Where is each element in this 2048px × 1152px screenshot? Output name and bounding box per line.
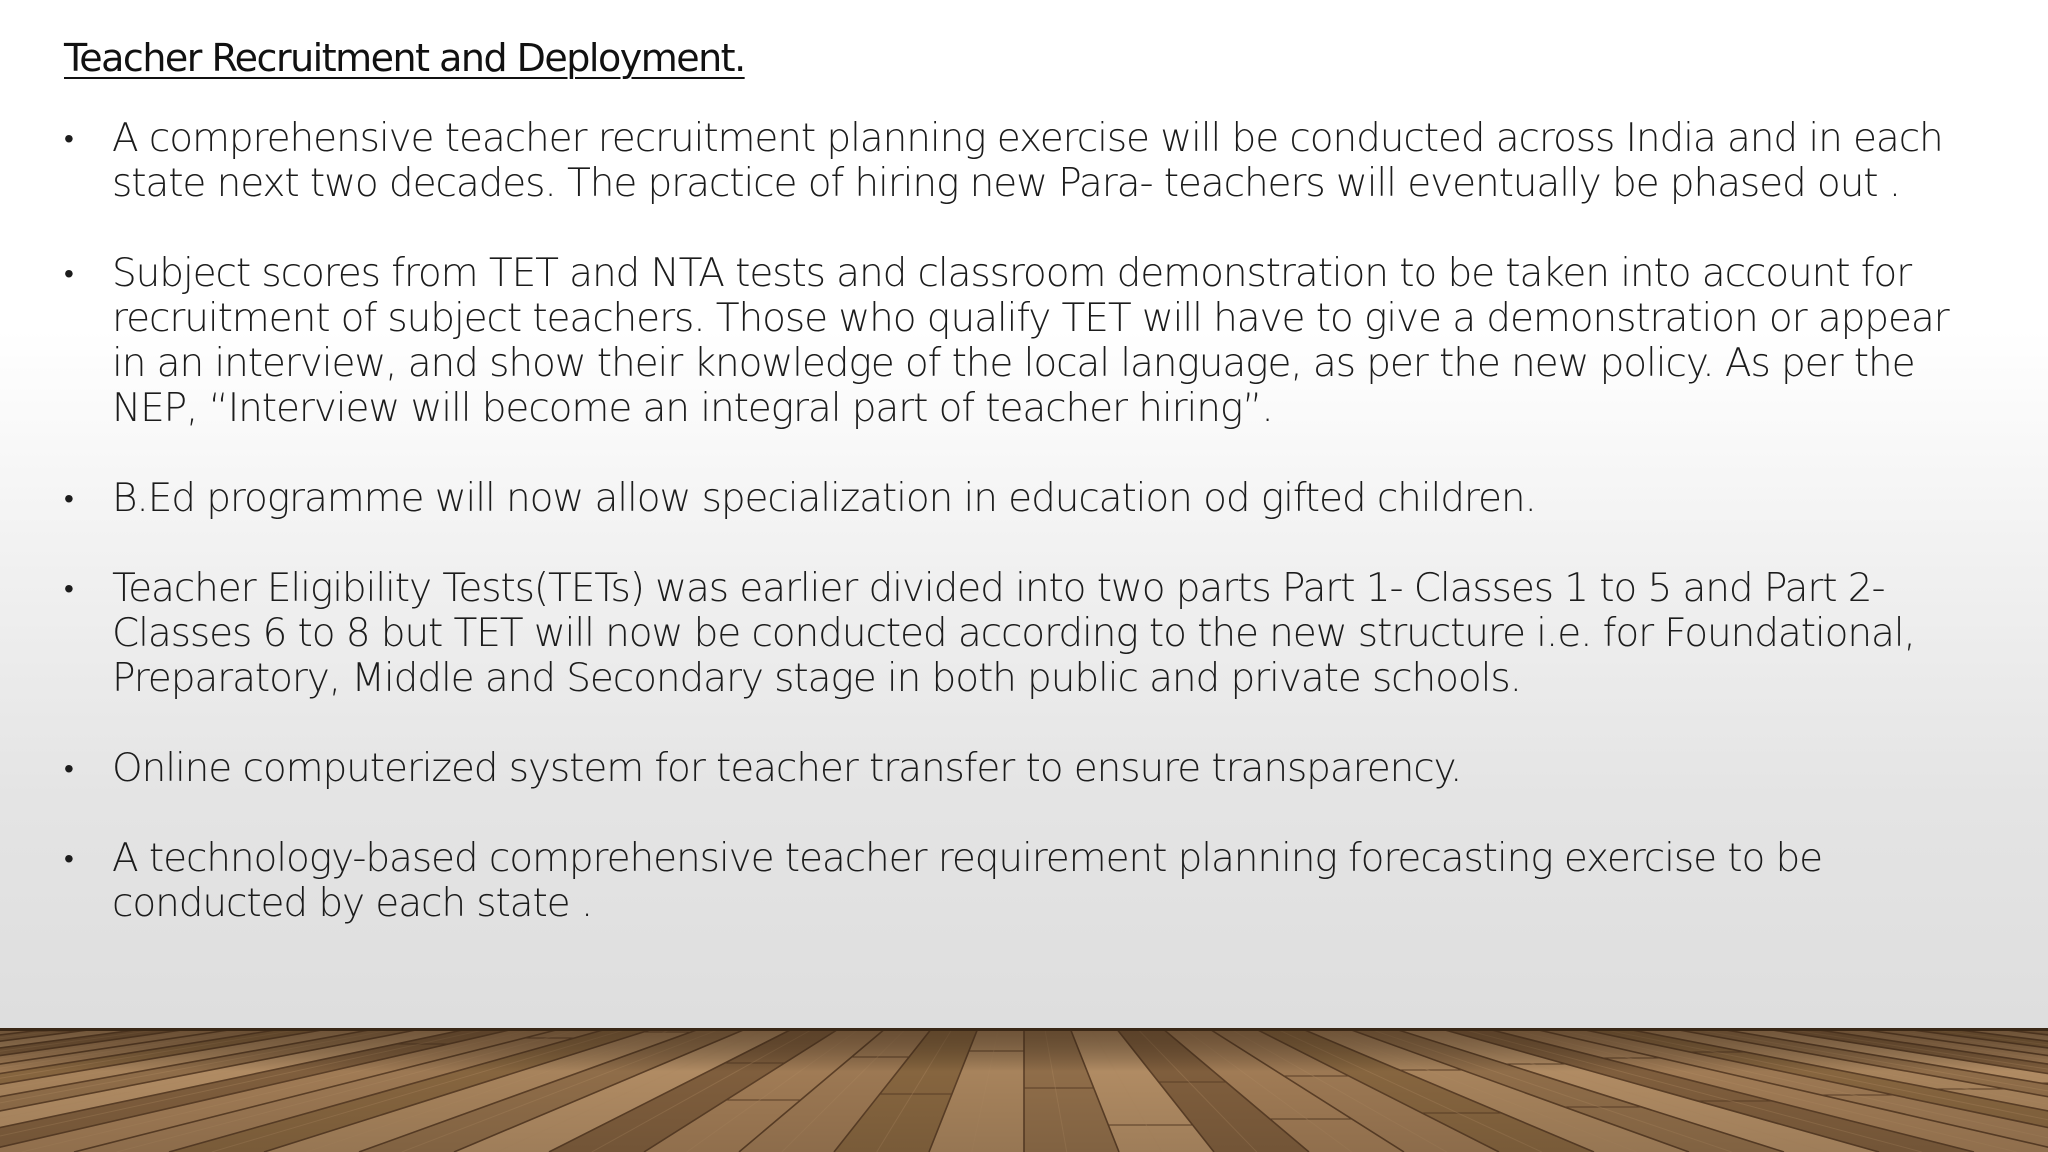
bullet-item [64,251,1989,431]
bullet-marker: • [64,257,73,290]
bullet-marker: • [64,752,73,785]
bullet-item [64,746,1989,791]
bullet-text: B.Ed programme will now allow specialization in education od gifted children. [112,476,1536,521]
bullet-list [64,116,1989,971]
bullet-marker: • [64,122,73,155]
bullet-text: Subject scores from TET and NTA tests and classroom demonstration to be taken into account for recruitment of subject teachers. Those who qualify TET will have to give a demonstration or appear in an interview, and show their knowledge of the local language, as per the new policy. As per the NEP, “Interview will become an integral part of teacher hiring”. [112,251,1949,431]
bullet-marker: • [64,482,73,515]
slide-title: Teacher Recruitment and Deployment. [64,36,745,80]
bullet-text: A comprehensive teacher recruitment planning exercise will be conducted across India and in each state next two decades. The practice of hiring new Para- teachers will eventually be phased out . [112,116,1943,206]
wooden-floor [0,1028,2048,1152]
bullet-text: A technology-based comprehensive teacher requirement planning forecasting exercise to be conducted by each state . [112,836,1823,926]
bullet-text: Teacher Eligibility Tests(TETs) was earlier divided into two parts Part 1- Classes 1 to 5 and Part 2- Classes 6 to 8 but TET will now be conducted according to the new structure i.e. for Foundational, Preparatory, Middle and Secondary stage in both public and private schools. [112,566,1915,701]
wood-planks [0,1028,2048,1152]
bullet-item [64,116,1989,206]
bullet-item [64,476,1989,521]
floor-shadow [0,1028,2048,1152]
floor-edge [0,1028,2048,1031]
bullet-marker: • [64,842,73,875]
bullet-marker: • [64,572,73,605]
bullet-text: Online computerized system for teacher transfer to ensure transparency. [112,746,1462,791]
bullet-item [64,836,1989,926]
bullet-item [64,566,1989,701]
